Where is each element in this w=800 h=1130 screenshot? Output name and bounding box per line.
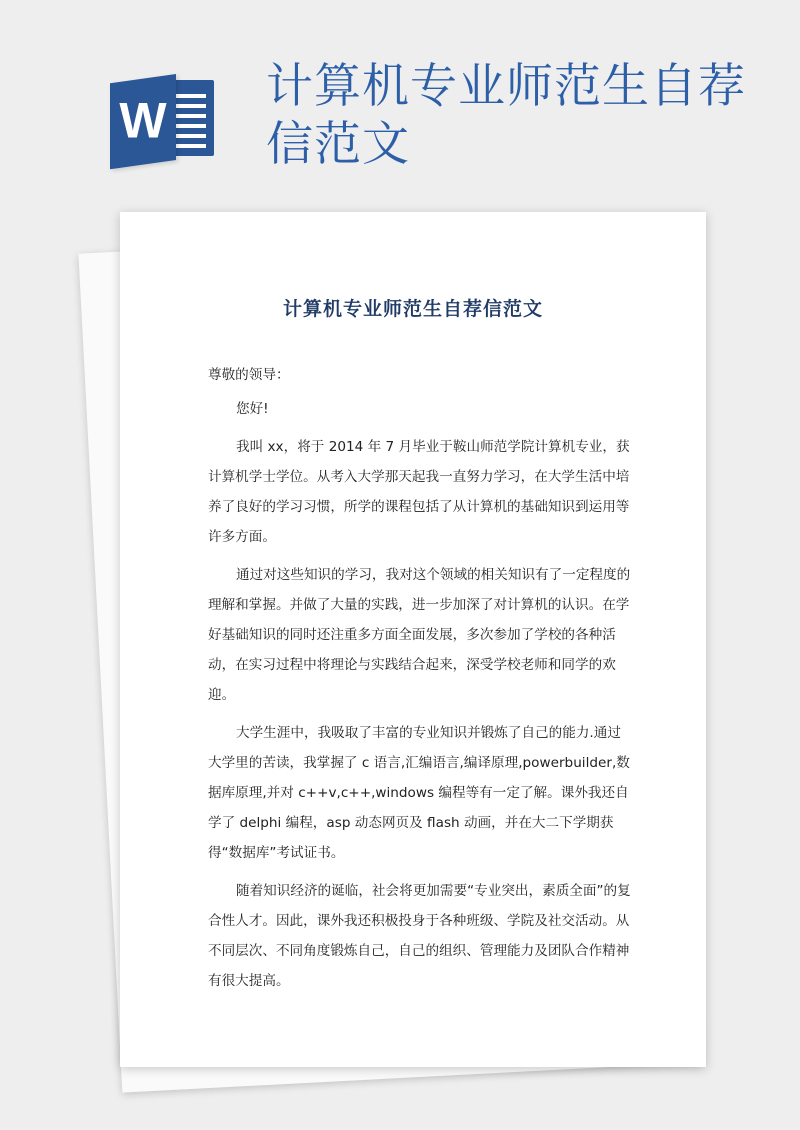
salutation: 尊敬的领导： <box>208 367 290 383</box>
paragraph: 我叫 xx，将于 2014 年 7 月毕业于鞍山师范学院计算机专业，获计算机学士学位。从考入大学那天起我一直努力学习，在大学生活中培养了良好的学习习惯，所学的课程包括了从计算机的基础知识到运用等许多方面。 <box>208 439 630 545</box>
greeting: 您好! <box>236 401 269 417</box>
document-body <box>208 360 632 1004</box>
document-page <box>120 212 706 1067</box>
document-title: 计算机专业师范生自荐信范文 <box>282 298 543 320</box>
word-document-icon <box>110 74 214 160</box>
paragraph: 大学生涯中，我吸取了丰富的专业知识并锻炼了自己的能力.通过大学里的苦读，我掌握了 c 语言,汇编语言,编译原理,powerbuilder,数据库原理,并对 c++v,c++,windows 编程等有一定了解。课外我还自学了 delphi 编程，asp 动态网页及 flash 动画，并在大二下学期获得“数据库”考试证书。 <box>208 725 630 861</box>
paragraph: 通过对这些知识的学习，我对这个领域的相关知识有了一定程度的理解和掌握。并做了大量的实践，进一步加深了对计算机的认识。在学好基础知识的同时还注重多方面全面发展，多次参加了学校的各种活动，在实习过程中将理论与实践结合起来，深受学校老师和同学的欢迎。 <box>208 567 631 703</box>
paragraph: 随着知识经济的诞临，社会将更加需要“专业突出，素质全面”的复合性人才。因此，课外我还积极投身于各种班级、学院及社交活动。从不同层次、不同角度锻炼自己，自己的组织、管理能力及团队合作精神有很大提高。 <box>208 883 631 989</box>
word-badge <box>110 74 176 169</box>
word-badge-letter: W <box>119 92 167 149</box>
page-title: 计算机专业师范生自荐信范文 <box>266 59 746 172</box>
